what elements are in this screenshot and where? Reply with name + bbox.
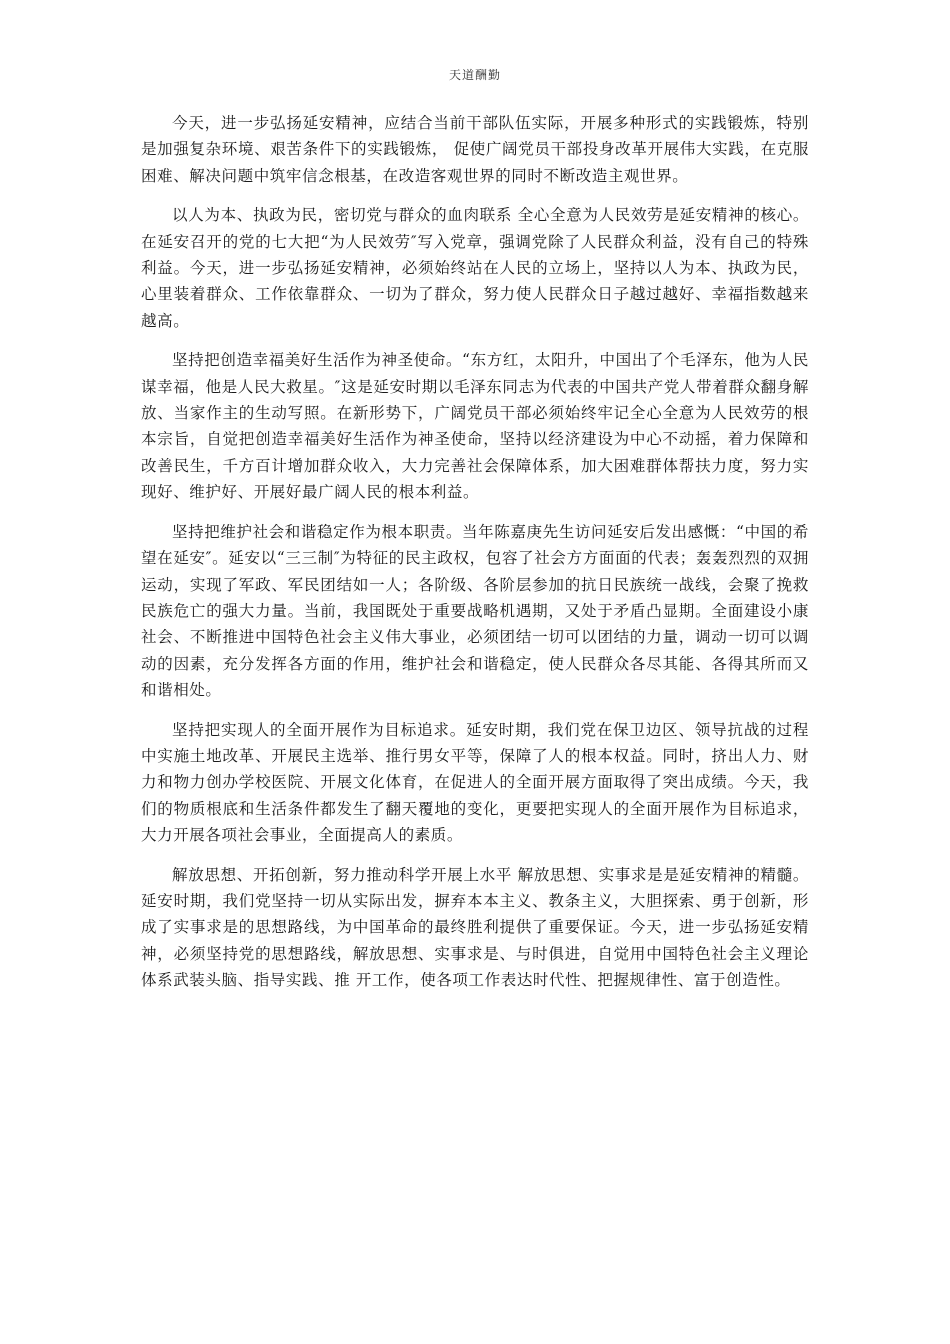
paragraph: 解放思想、开拓创新，努力推动科学开展上水平 解放思想、实事求是是延安精神的精髓。延安时期，我们党坚持一切从实际出发，摒弃本本主义、教条主义，大胆探索、勇于创新，形成了实事求是的思想路线，为中国革命的最终胜利提供了重要保证。今天，进一步弘扬延安精神，必须坚持党的思想路线，解放思想、实事求是、与时俱进，自觉用中国特色社会主义理论体系武装头脑、指导实践、推 开工作，使各项工作表达时代性、把握规律性、富于创造性。: [141, 865, 809, 990]
page-header: 天道酬勤: [448, 68, 501, 82]
paragraph: 今天，进一步弘扬延安精神，应结合当前干部队伍实际，开展多种形式的实践锻炼，特别是加强复杂环境、艰苦条件下的实践锻炼， 促使广阔党员干部投身改革开展伟大实践，在克服困难、解决问题中筑牢信念根基，在改造客观世界的同时不断改造主观世界。: [141, 114, 809, 185]
paragraph: 坚持把实现人的全面开展作为目标追求。延安时期，我们党在保卫边区、领导抗战的过程中实施土地改革、开展民主选举、推行男女平等，保障了人的根本权益。同时，挤出人力、财力和物力创办学校医院、开展文化体育，在促进人的全面开展方面取得了突出成绩。今天，我们的物质根底和生活条件都发生了翻天覆地的变化，更要把实现人的全面开展作为目标追求，大力开展各项社会事业，全面提高人的素质。: [141, 720, 809, 845]
document-body: [141, 110, 809, 1007]
paragraph: 以人为本、执政为民，密切党与群众的血肉联系 全心全意为人民效劳是延安精神的核心。在延安召开的党的七大把“为人民效劳″写入党章，强调党除了人民群众利益，没有自己的特殊利益。今天，进一步弘扬延安精神，必须始终站在人民的立场上，坚持以人为本、执政为民，心里装着群众、工作依靠群众、一切为了群众，努力使人民群众日子越过越好、幸福指数越来越高。: [141, 206, 809, 330]
paragraph: 坚持把维护社会和谐稳定作为根本职责。当年陈嘉庚先生访问延安后发出感慨：“中国的希望在延安″。延安以“三三制″为特征的民主政权，包容了社会方方面面的代表；轰轰烈烈的双拥运动，实现了军政、军民团结如一人；各阶级、各阶层参加的抗日民族统一战线，会聚了挽救民族危亡的强大力量。当前，我国既处于重要战略机遇期，又处于矛盾凸显期。全面建设小康社会、不断推进中国特色社会主义伟大事业，必须团结一切可以团结的力量，调动一切可以调动的因素，充分发挥各方面的作用，维护社会和谐稳定，使人民群众各尽其能、各得其所而又和谐相处。: [141, 522, 809, 700]
paragraph: 坚持把创造幸福美好生活作为神圣使命。“东方红，太阳升，中国出了个毛泽东，他为人民谋幸福，他是人民大救星。″这是延安时期以毛泽东同志为代表的中国共产党人带着群众翻身解放、当家作主的生动写照。在新形势下，广阔党员干部必须始终牢记全心全意为人民效劳的根本宗旨，自觉把创造幸福美好生活作为神圣使命，坚持以经济建设为中心不动摇，着力保障和改善民生，千方百计增加群众收入，大力完善社会保障体系，加大困难群体帮扶力度，努力实现好、维护好、开展好最广阔人民的根本利益。: [141, 351, 809, 502]
